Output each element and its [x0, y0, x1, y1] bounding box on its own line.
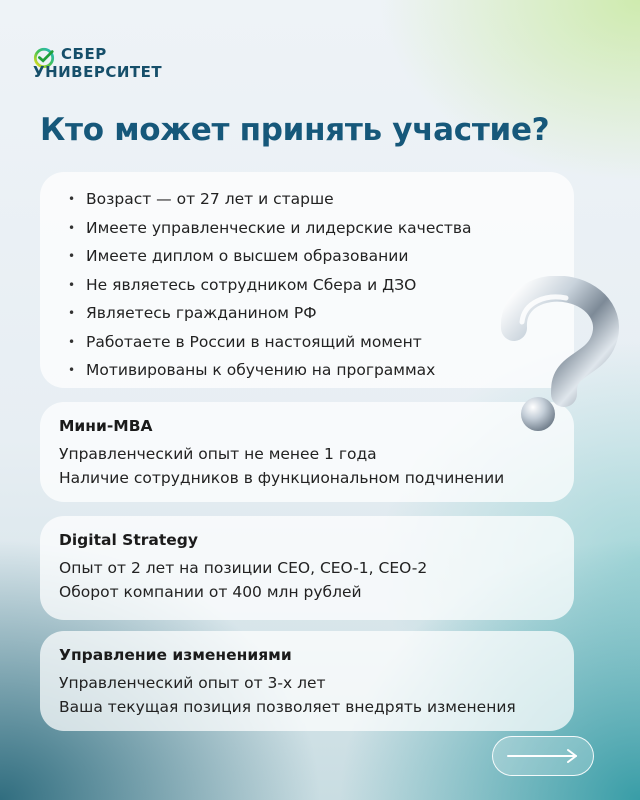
question-mark-icon — [492, 276, 632, 436]
program-title: Управление изменениями — [59, 646, 292, 664]
program-requirement: Наличие сотрудников в функциональном подчинении — [59, 469, 505, 487]
next-button[interactable] — [492, 736, 594, 776]
program-card-change-management — [40, 631, 574, 731]
program-requirement: Управленческий опыт не менее 1 года — [59, 445, 377, 463]
brand-line-2: УНИВЕРСИТЕТ — [33, 63, 163, 81]
program-requirement: Оборот компании от 400 млн рублей — [59, 583, 362, 601]
brand-line-1: СБЕР — [61, 45, 107, 63]
brand-logo — [33, 46, 162, 80]
requirement-item: • Имеете диплом о высшем образовании — [68, 242, 574, 271]
requirement-item: • Работаете в России в настоящий момент — [68, 328, 574, 357]
requirement-item: • Не являетесь сотрудником Сбера и ДЗО — [68, 271, 574, 300]
requirement-item: • Имеете управленческие и лидерские качества — [68, 214, 574, 243]
requirement-item: • Являетесь гражданином РФ — [68, 299, 574, 328]
page-title: Кто может принять участие? — [40, 112, 550, 148]
arrow-right-icon — [506, 748, 580, 764]
program-card-digital-strategy — [40, 516, 574, 620]
program-requirement: Опыт от 2 лет на позиции CEO, CEO-1, CEO-2 — [59, 559, 428, 577]
program-title: Digital Strategy — [59, 531, 198, 549]
requirement-item: • Возраст — от 27 лет и старше — [68, 185, 574, 214]
requirement-item: • Мотивированы к обучению на программах — [68, 356, 574, 385]
program-requirement: Управленческий опыт от 3-х лет — [59, 674, 326, 692]
program-title: Мини-MBA — [59, 417, 153, 435]
program-requirement: Ваша текущая позиция позволяет внедрять изменения — [59, 698, 516, 716]
